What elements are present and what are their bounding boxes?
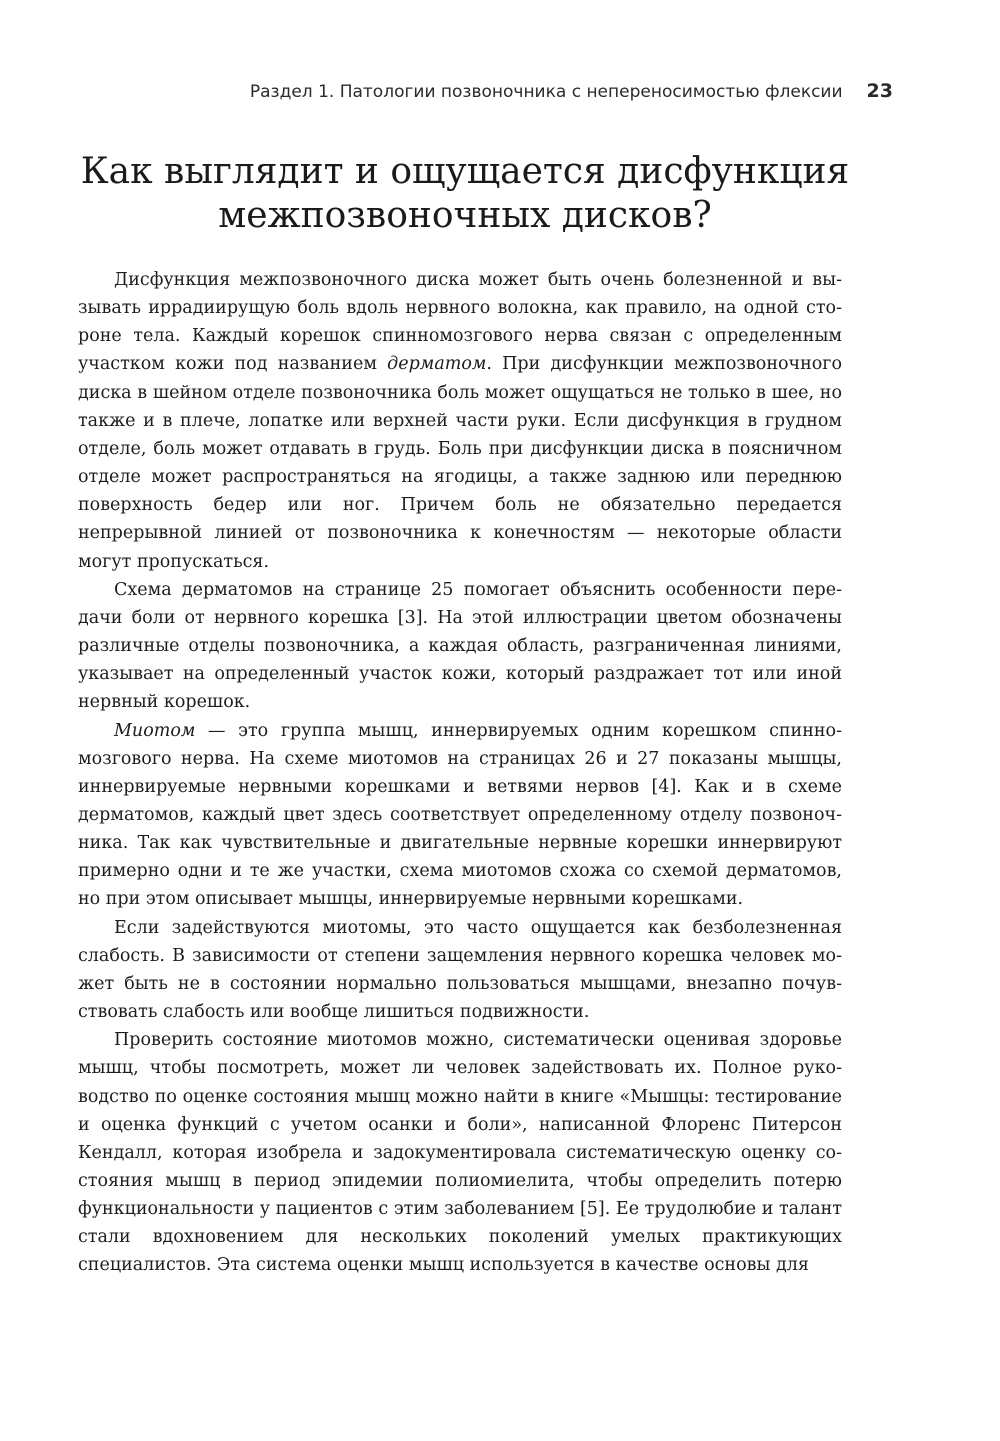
paragraph-1 [78,266,842,576]
body-text [78,266,842,1280]
paragraph-3-text: — это группа мышц, иннервируемых одним корешком спинномозгового нерва. На схеме миотомов на страницах 26 и 27 показаны мышцы, иннервируемые нервными корешками и ветвями нервов [4]. Как и в схеме дерматомов, каждый цвет здесь соответствует определенному отделу позвоночника. Так как чувствительные и двигательные нервные корешки иннервируют примерно одни и те же участки, схема миотомов схожа со схемой дерматомов, но при этом описывает мышцы, иннервируемые нервными корешками. [78,720,842,910]
paragraph-1-text-a: Дисфункция межпозвоночного диска может быть очень болезненной и вызывать иррадиирущую боль вдоль нервного волокна, как правило, на одной стороне тела. Каждый корешок спинномозгового нерва связан с определенным участком кожи под названием [78,270,842,375]
page-number: 23 [866,80,893,102]
chapter-title-line-1: Как выглядит и ощущается дисфункция [80,151,850,192]
paragraph-3 [78,717,842,914]
paragraph-5: Проверить состояние миотомов можно, систематически оценивая здоровье мышц, чтобы посмотреть, может ли человек задействовать их. Полное руководство по оценке состояния мышц можно найти в книге «Мышцы: тестирование и оценка функций с учетом осанки и боли», написанной Флоренс Питерсон Кендалл, которая изобрела и задокументировала систематическую оценку состояния мышц в период эпидемии полиомиелита, чтобы определить потерю функциональности у пациентов с этим заболеванием [5]. Ее трудолюбие и талант стали вдохновением для нескольких поколений умелых практикующих специалистов. Эта система оценки мышц используется в качестве основы для [78,1030,842,1276]
running-header [0,80,893,102]
paragraph-4: Если задействуются миотомы, это часто ощущается как безболезненная слабость. В зависимости от степени защемления нервного корешка человек может быть не в состоянии нормально пользоваться мышцами, внезапно почувствовать слабость или вообще лишиться подвижности. [78,917,842,1023]
paragraph-1-text-b: . При дисфункции межпозвоночного диска в шейном отделе позвоночника боль может ощущаться не только в шее, но также и в плече, лопатке или верхней части руки. Если дисфункция в грудном отделе, боль может отдавать в грудь. Боль при дисфункции диска в поясничном отделе может распространяться на ягодицы, а также заднюю или переднюю поверхность бедер или ног. Причем боль не обязательно передается непрерывной линией от позвоночника к конечностям — некоторые области могут пропускаться. [78,354,843,572]
paragraph-2: Схема дерматомов на странице 25 помогает объяснить особенности передачи боли от нервного корешка [3]. На этой иллюстрации цветом обозначены различные отделы позвоночника, а каждая область, разграниченная линиями, указывает на определенный участок кожи, который раздражает тот или иной нервный корешок. [78,579,842,713]
chapter-title [60,150,870,238]
term-myotome: Миотом [114,720,196,741]
chapter-title-line-2: межпозвоночных дисков? [218,195,712,236]
section-title: Раздел 1. Патологии позвоночника с непереносимостью флексии [249,82,843,102]
term-dermatome: дерматом [387,354,487,375]
